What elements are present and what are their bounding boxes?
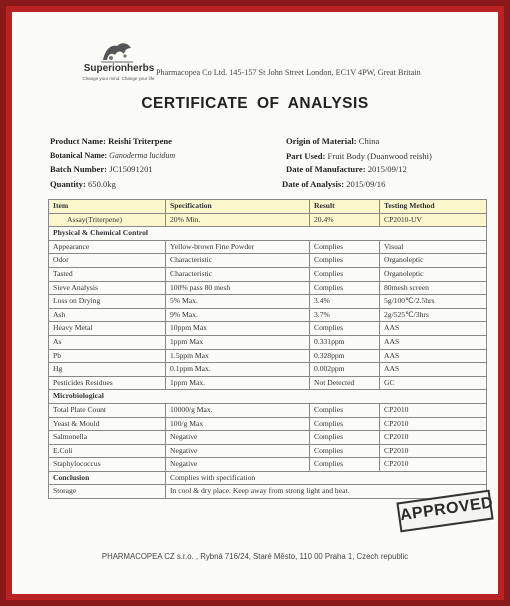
row-specification: Yellow-brown Fine Powder	[166, 240, 310, 254]
footer-address: PHARMACOPEA CZ s.r.o. , Rybná 716/24, Staré Město, 110 00 Praha 1, Czech republic	[101, 552, 409, 561]
assay-specification: 20% Min.	[166, 213, 310, 227]
row-result: Not Detected	[310, 376, 380, 390]
table-row	[49, 254, 487, 268]
row-specification: 1.5ppm Max	[166, 349, 310, 363]
row-item: Odor	[49, 254, 166, 268]
row-item: As	[49, 335, 166, 349]
origin-line	[286, 136, 379, 146]
table-row	[49, 308, 487, 322]
row-method: Organoleptic	[380, 267, 487, 281]
row-item: Pb	[49, 349, 166, 363]
assay-method: CP2010-UV	[380, 213, 487, 227]
analysis-date-label: Date of Analysis:	[282, 179, 345, 189]
section-title-physical: Physical & Chemical Control	[49, 227, 487, 241]
part-used-value: Fruit Body (Duanwood reishi)	[327, 151, 432, 161]
table-row	[49, 349, 487, 363]
row-specification: Characteristic	[166, 254, 310, 268]
row-specification: Negative	[166, 431, 310, 445]
section-title-microbiological: Microbiological	[49, 390, 487, 404]
row-result: Complies	[310, 322, 380, 336]
row-item: Appearance	[49, 240, 166, 254]
row-result: Complies	[310, 281, 380, 295]
table-row	[49, 322, 487, 336]
table-header-row	[49, 200, 487, 214]
row-method: CP2010	[380, 444, 487, 458]
logo-name: Superionherbs	[83, 63, 155, 74]
certificate-document	[12, 12, 498, 594]
row-method: CP2010	[380, 403, 487, 417]
row-result: Complies	[310, 417, 380, 431]
row-item: Heavy Metal	[49, 322, 166, 336]
column-header-testing-method: Testing Method	[380, 200, 487, 214]
dragon-emblem-icon	[97, 40, 137, 64]
manufacture-date-value: 2015/09/12	[367, 164, 407, 174]
assay-result: 20.4%	[310, 213, 380, 227]
company-logo	[69, 40, 169, 88]
logo-tagline: Change your mind. Change your life.	[82, 76, 156, 81]
part-used-label: Part Used:	[286, 151, 326, 161]
table-row	[49, 335, 487, 349]
row-specification: Negative	[166, 444, 310, 458]
table-row	[49, 417, 487, 431]
row-specification: 1ppm Max.	[166, 376, 310, 390]
quantity-value: 650.0kg	[87, 179, 116, 189]
storage-value: In cool & dry place. Keep away from strong light and heat.	[166, 485, 487, 499]
table-row	[49, 444, 487, 458]
row-result: Complies	[310, 267, 380, 281]
table-row	[49, 281, 487, 295]
row-method: AAS	[380, 335, 487, 349]
table-row	[49, 403, 487, 417]
row-item: Hg	[49, 363, 166, 377]
row-method: AAS	[380, 363, 487, 377]
batch-number-label: Batch Number:	[50, 164, 108, 174]
row-item: Sieve Analysis	[49, 281, 166, 295]
row-specification: 10ppm Max	[166, 322, 310, 336]
row-result: Complies	[310, 431, 380, 445]
assay-item: Assay(Triterpene)	[49, 213, 166, 227]
row-item: Yeast & Mould	[49, 417, 166, 431]
conclusion-value: Complies with specification	[166, 471, 487, 485]
row-method: 2g/525℃/3hrs	[380, 308, 487, 322]
row-item: Tasted	[49, 267, 166, 281]
approved-stamp-text: APPROVED	[399, 494, 495, 525]
row-method: Organoleptic	[380, 254, 487, 268]
row-item: Loss on Drying	[49, 295, 166, 309]
row-result: Complies	[310, 458, 380, 472]
table-row	[49, 363, 487, 377]
row-specification: 100/g Max	[166, 417, 310, 431]
row-specification: Negative	[166, 458, 310, 472]
row-method: 80mesh screen	[380, 281, 487, 295]
storage-row	[49, 485, 487, 499]
row-item: E.Coli	[49, 444, 166, 458]
table-row	[49, 458, 487, 472]
storage-label: Storage	[49, 485, 166, 499]
row-result: 3.7%	[310, 308, 380, 322]
row-method: CP2010	[380, 431, 487, 445]
analysis-table	[48, 199, 487, 499]
manufacture-date-line	[286, 164, 407, 174]
product-name-value: Reishi Triterpene	[108, 136, 172, 146]
row-specification: 9% Max.	[166, 308, 310, 322]
row-method: AAS	[380, 349, 487, 363]
row-specification: 10000/g Max.	[166, 403, 310, 417]
botanical-name-line	[50, 151, 175, 160]
row-result: 0.002ppm	[310, 363, 380, 377]
part-used-line	[286, 151, 432, 161]
table-row	[49, 295, 487, 309]
batch-number-line	[50, 164, 153, 174]
row-method: 5g/100℃/2.5hrs	[380, 295, 487, 309]
product-name-line	[50, 136, 172, 146]
batch-number-value: JC15091201	[109, 164, 153, 174]
row-specification: Characteristic	[166, 267, 310, 281]
row-method: CP2010	[380, 458, 487, 472]
column-header-specification: Specification	[166, 200, 310, 214]
origin-label: Origin of Material:	[286, 136, 357, 146]
row-result: 0.328ppm	[310, 349, 380, 363]
row-method: CP2010	[380, 417, 487, 431]
table-row	[49, 431, 487, 445]
row-specification: 0.1ppm Max.	[166, 363, 310, 377]
column-header-result: Result	[310, 200, 380, 214]
column-header-item: Item	[49, 200, 166, 214]
row-specification: 5% Max.	[166, 295, 310, 309]
table-row	[49, 267, 487, 281]
row-item: Ash	[49, 308, 166, 322]
row-result: Complies	[310, 403, 380, 417]
row-method: AAS	[380, 322, 487, 336]
table-row	[49, 376, 487, 390]
analysis-date-value: 2015/09/16	[346, 179, 386, 189]
row-result: 3.4%	[310, 295, 380, 309]
section-row-microbiological	[49, 390, 487, 404]
row-item: Pesticides Residues	[49, 376, 166, 390]
row-result: Complies	[310, 254, 380, 268]
row-item: Salmonella	[49, 431, 166, 445]
document-title: CERTIFICATE OF ANALYSIS	[141, 95, 369, 112]
manufacture-date-label: Date of Manufacture:	[286, 164, 366, 174]
quantity-line	[50, 179, 116, 189]
assay-row	[49, 213, 487, 227]
row-item: Staphylococcus	[49, 458, 166, 472]
row-result: Complies	[310, 444, 380, 458]
origin-value: China	[358, 136, 380, 146]
row-specification: 1ppm Max	[166, 335, 310, 349]
conclusion-row	[49, 471, 487, 485]
table-row	[49, 240, 487, 254]
row-item: Total Plate Count	[49, 403, 166, 417]
company-address: Pharmacopea Co Ltd. 145-157 St John Street London, EC1V 4PW, Great Britain	[156, 68, 421, 77]
quantity-label: Quantity:	[50, 179, 86, 189]
botanical-name-value: Ganoderma lucidum	[109, 151, 176, 160]
row-specification: 100% pass 80 mesh	[166, 281, 310, 295]
section-row-physical	[49, 227, 487, 241]
row-result: 0.331ppm	[310, 335, 380, 349]
product-name-label: Product Name:	[50, 136, 106, 146]
analysis-date-line	[282, 179, 385, 189]
conclusion-label: Conclusion	[49, 471, 166, 485]
row-method: Visual	[380, 240, 487, 254]
botanical-name-label: Botanical Name:	[50, 151, 108, 160]
row-method: GC	[380, 376, 487, 390]
row-result: Complies	[310, 240, 380, 254]
